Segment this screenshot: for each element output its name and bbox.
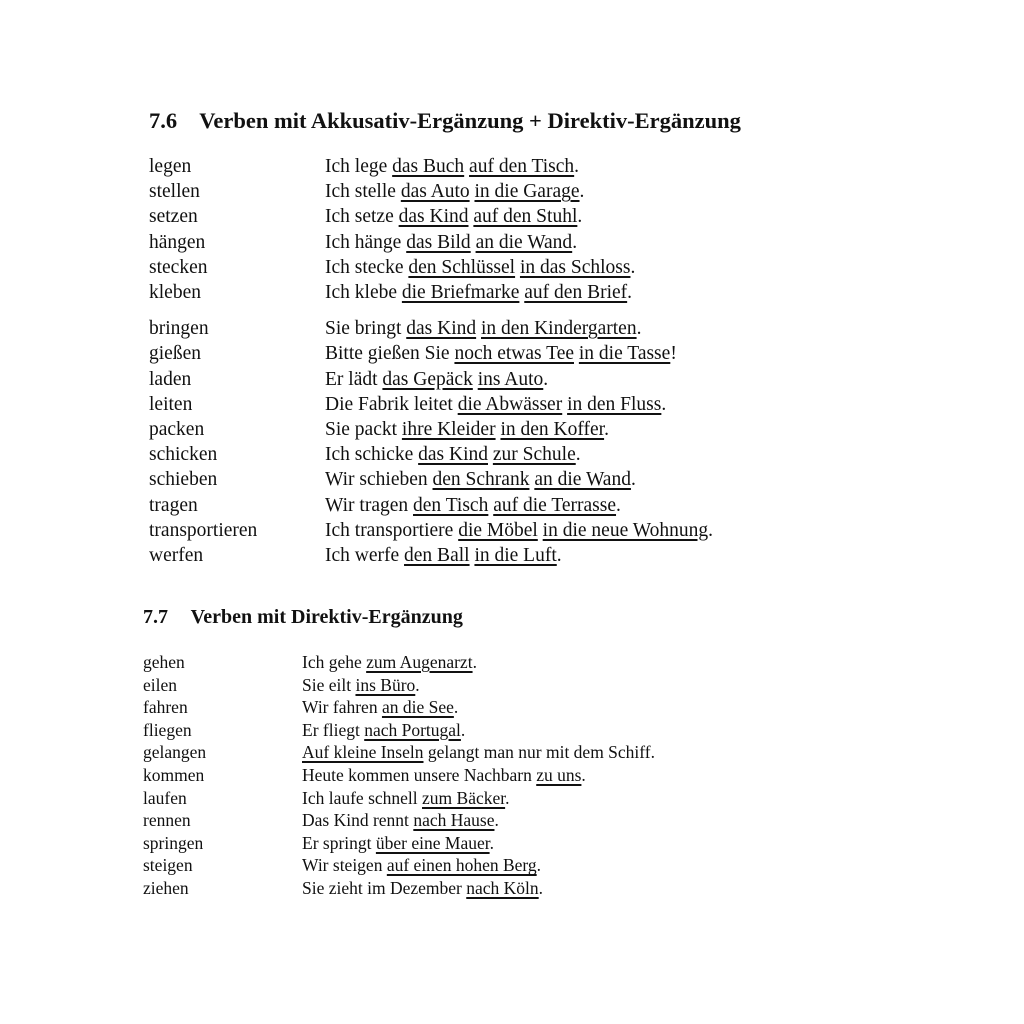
- example-sentence: [325, 230, 577, 255]
- sentence-text: .: [708, 519, 713, 541]
- sentence-text: .: [581, 764, 586, 785]
- underlined-complement: das Kind: [398, 206, 469, 228]
- sentence-text: .: [538, 877, 544, 898]
- verb-entry: [143, 787, 903, 810]
- verb-infinitive: kommen: [143, 764, 205, 785]
- underlined-complement: zum Bäcker: [422, 787, 506, 808]
- verb-entry: [143, 719, 903, 742]
- sentence-text: .: [505, 787, 510, 808]
- sentence-text: Wir fahren: [302, 697, 382, 718]
- section-title: Verben mit Akkusativ-Ergänzung + Direktiv-Ergänzung: [199, 108, 741, 133]
- underlined-complement: die Briefmarke: [401, 282, 520, 304]
- sentence-text: Ich hänge: [325, 231, 407, 253]
- sentence-text: Sie zieht im Dezember: [302, 877, 467, 898]
- sentence-text: Die Fabrik leitet: [325, 393, 458, 415]
- example-sentence: [325, 467, 636, 492]
- sentence-text: gelangt man nur mit dem Schiff.: [423, 742, 656, 763]
- underlined-complement: Auf kleine Inseln: [302, 742, 424, 763]
- example-sentence: [302, 719, 465, 742]
- verb-entry: [149, 255, 909, 280]
- underlined-complement: nach Portugal: [364, 719, 461, 740]
- example-sentence: [325, 367, 548, 392]
- underlined-complement: in die Garage: [474, 181, 580, 203]
- verb-infinitive: stellen: [149, 181, 200, 203]
- sentence-text: .: [472, 652, 477, 672]
- verb-entry: [143, 877, 903, 900]
- sentence-text: Bitte gießen Sie: [325, 343, 455, 365]
- verb-entry: [149, 518, 909, 543]
- verb-entry: [149, 154, 909, 179]
- sentence-text: Ich transportiere: [325, 519, 459, 541]
- sentence-text: .: [661, 393, 667, 415]
- underlined-complement: das Kind: [406, 318, 477, 340]
- underlined-complement: in den Koffer: [500, 419, 605, 441]
- verb-infinitive: packen: [149, 419, 205, 441]
- sentence-text: Ich lege: [325, 156, 393, 177]
- sentence-text: .: [489, 832, 494, 853]
- sentence-text: Ich laufe schnell: [302, 787, 423, 808]
- underlined-complement: in die neue Wohnung: [542, 519, 709, 541]
- verb-infinitive: steigen: [143, 855, 193, 876]
- underlined-complement: die Möbel: [458, 519, 538, 541]
- verb-entry: [149, 367, 909, 392]
- verb-entry: [149, 179, 909, 204]
- sentence-text: .: [415, 674, 420, 695]
- verb-infinitive: legen: [149, 156, 192, 177]
- underlined-complement: in den Fluss: [567, 393, 662, 415]
- verb-entry: [149, 204, 909, 229]
- sentence-text: Sie bringt: [325, 318, 407, 340]
- verb-infinitive: gelangen: [143, 742, 207, 763]
- sentence-text: !: [670, 343, 677, 365]
- sentence-text: .: [536, 855, 542, 876]
- verb-infinitive: gehen: [143, 652, 185, 672]
- verb-infinitive: gießen: [149, 343, 201, 365]
- sentence-text: .: [572, 231, 578, 253]
- verb-infinitive: springen: [143, 832, 204, 853]
- underlined-complement: die Abwässer: [457, 393, 563, 415]
- sentence-text: Ich stelle: [325, 181, 401, 203]
- underlined-complement: den Schlüssel: [408, 256, 516, 278]
- sentence-text: Sie eilt: [302, 674, 356, 695]
- example-sentence: [302, 787, 509, 810]
- underlined-complement: in das Schloss: [519, 256, 631, 278]
- example-sentence: [325, 280, 632, 305]
- sentence-text: Ich schicke: [325, 444, 419, 466]
- sentence-text: .: [627, 282, 633, 304]
- underlined-complement: auf den Tisch: [469, 156, 575, 177]
- example-sentence: [325, 341, 677, 366]
- verb-infinitive: setzen: [149, 206, 198, 228]
- underlined-complement: das Auto: [400, 181, 470, 203]
- verb-entry: [143, 741, 903, 764]
- sentence-text: .: [604, 419, 609, 441]
- verb-entry: [149, 543, 909, 568]
- verb-list: [143, 651, 903, 900]
- example-sentence: [325, 417, 609, 442]
- example-sentence: [325, 392, 666, 417]
- underlined-complement: das Kind: [418, 444, 488, 466]
- example-sentence: [302, 741, 655, 764]
- underlined-complement: ihre Kleider: [401, 419, 496, 441]
- verb-infinitive: bringen: [149, 318, 209, 340]
- verb-infinitive: laden: [149, 368, 192, 390]
- underlined-complement: das Buch: [392, 156, 465, 177]
- verb-entry: [149, 467, 909, 492]
- verb-entry: [149, 341, 909, 366]
- sentence-text: .: [556, 545, 562, 567]
- example-sentence: [325, 204, 582, 229]
- section-title: Verben mit Direktiv-Ergänzung: [190, 606, 463, 628]
- sentence-text: Ich setze: [325, 206, 399, 228]
- underlined-complement: ins Büro: [355, 674, 416, 695]
- example-sentence: [325, 255, 635, 280]
- verb-entry: [149, 230, 909, 255]
- underlined-complement: den Schrank: [432, 469, 530, 491]
- underlined-complement: über eine Mauer: [375, 832, 490, 853]
- verb-infinitive: tragen: [149, 494, 198, 516]
- underlined-complement: noch etwas Tee: [454, 343, 574, 365]
- example-sentence: [302, 764, 586, 787]
- verb-entry: [143, 764, 903, 787]
- sentence-text: .: [494, 810, 499, 831]
- verb-infinitive: leiten: [149, 393, 193, 415]
- sentence-text: .: [453, 697, 459, 718]
- sentence-text: Er springt: [302, 832, 376, 853]
- verb-infinitive: ziehen: [143, 877, 189, 898]
- sentence-text: .: [575, 444, 581, 466]
- section-heading: [149, 106, 909, 136]
- sentence-text: Sie packt: [325, 419, 402, 441]
- underlined-complement: das Bild: [406, 231, 471, 253]
- verb-infinitive: laufen: [143, 787, 187, 808]
- underlined-complement: den Ball: [404, 545, 470, 567]
- verb-entry: [143, 832, 903, 855]
- verb-infinitive: eilen: [143, 674, 178, 695]
- example-sentence: [325, 442, 581, 467]
- verb-infinitive: schieben: [149, 469, 218, 491]
- verb-list: [149, 316, 909, 568]
- verb-infinitive: rennen: [143, 810, 191, 831]
- sentence-text: Ich werfe: [325, 545, 405, 567]
- section-7-7: [143, 603, 903, 900]
- sentence-text: Wir tragen: [325, 494, 414, 516]
- verb-infinitive: kleben: [149, 282, 201, 304]
- example-sentence: [325, 154, 579, 179]
- verb-entry: [143, 674, 903, 697]
- underlined-complement: das Gepäck: [382, 368, 473, 390]
- sentence-text: .: [574, 156, 580, 177]
- example-sentence: [302, 674, 420, 697]
- underlined-complement: an die Wand: [475, 231, 573, 253]
- underlined-complement: zum Augenarzt: [366, 652, 473, 672]
- example-sentence: [325, 493, 621, 518]
- verb-infinitive: werfen: [149, 545, 204, 567]
- verb-entry: [149, 493, 909, 518]
- sentence-text: Ich klebe: [325, 282, 402, 304]
- sentence-text: Wir schieben: [325, 469, 433, 491]
- sentence-text: Wir steigen: [302, 855, 387, 876]
- verb-list: [149, 154, 909, 305]
- section-7-6: [149, 106, 909, 568]
- underlined-complement: nach Köln: [466, 877, 539, 898]
- underlined-complement: an die See: [381, 697, 454, 718]
- underlined-complement: nach Hause: [413, 810, 495, 831]
- sentence-text: .: [616, 494, 621, 516]
- underlined-complement: an die Wand: [534, 469, 631, 491]
- sentence-text: Heute kommen unsere Nachbarn: [302, 764, 537, 785]
- underlined-complement: auf einen hohen Berg: [386, 855, 537, 876]
- sentence-text: .: [460, 719, 466, 740]
- sentence-text: Ich stecke: [325, 256, 409, 278]
- sentence-text: Er fliegt: [302, 719, 365, 740]
- underlined-complement: den Tisch: [413, 494, 489, 516]
- sentence-text: .: [630, 256, 636, 278]
- underlined-complement: in die Luft: [474, 545, 557, 567]
- verb-infinitive: schicken: [149, 444, 218, 466]
- underlined-complement: auf den Stuhl: [473, 206, 578, 228]
- verb-infinitive: transportieren: [149, 519, 258, 541]
- verb-entry: [149, 417, 909, 442]
- sentence-text: Das Kind rennt: [302, 810, 414, 831]
- example-sentence: [325, 179, 584, 204]
- example-sentence: [302, 832, 494, 855]
- sentence-text: Ich gehe: [302, 652, 367, 672]
- sentence-text: .: [579, 181, 585, 203]
- section-heading: [143, 603, 903, 631]
- sentence-text: .: [630, 469, 636, 491]
- verb-infinitive: fahren: [143, 697, 188, 718]
- underlined-complement: ins Auto: [477, 368, 544, 390]
- sentence-text: .: [636, 318, 642, 340]
- example-sentence: [325, 543, 562, 568]
- example-sentence: [302, 877, 543, 900]
- underlined-complement: in die Tasse: [578, 343, 671, 365]
- verb-entry: [143, 809, 903, 832]
- verb-entry: [149, 280, 909, 305]
- underlined-complement: auf den Brief: [524, 282, 628, 304]
- underlined-complement: zur Schule: [492, 444, 576, 466]
- underlined-complement: in den Kindergarten: [481, 318, 637, 340]
- section-number: 7.6: [149, 108, 178, 133]
- verb-entry: [149, 442, 909, 467]
- verb-infinitive: stecken: [149, 256, 208, 278]
- section-number: 7.7: [143, 606, 168, 628]
- verb-entry: [149, 316, 909, 341]
- verb-entry: [143, 854, 903, 877]
- sentence-text: Er lädt: [325, 368, 383, 390]
- example-sentence: [302, 854, 541, 877]
- underlined-complement: auf die Terrasse: [493, 494, 617, 516]
- example-sentence: [302, 651, 477, 674]
- example-sentence: [302, 809, 499, 832]
- underlined-complement: zu uns: [536, 764, 582, 785]
- sentence-text: .: [577, 206, 583, 228]
- example-sentence: [325, 316, 641, 341]
- verb-entry: [143, 696, 903, 719]
- example-sentence: [302, 696, 458, 719]
- sentence-text: .: [543, 368, 549, 390]
- example-sentence: [325, 518, 713, 543]
- verb-infinitive: fliegen: [143, 719, 192, 740]
- verb-entry: [149, 392, 909, 417]
- verb-infinitive: hängen: [149, 231, 206, 253]
- verb-entry: [143, 651, 903, 674]
